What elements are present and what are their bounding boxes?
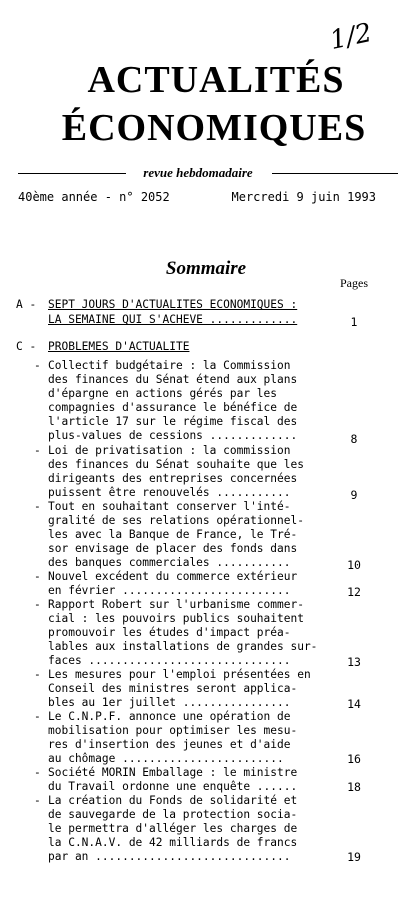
item-line: Les mesures pour l'emploi présentées en	[48, 668, 311, 681]
subtitle-rule-left	[18, 173, 126, 174]
item-line: lables aux installations de grandes sur-	[48, 640, 318, 653]
item-line: mobilisation pour optimiser les mesu-	[48, 724, 298, 737]
item-line: dirigeants des entreprises concernées	[48, 472, 298, 485]
list-bullet: -	[34, 570, 41, 583]
list-bullet: -	[34, 359, 41, 372]
item-line: faces ..............................	[48, 654, 291, 667]
item-line: Nouvel excédent du commerce extérieur	[48, 570, 298, 583]
item-line: des finances du Sénat étend aux plans	[48, 373, 298, 386]
list-bullet: -	[34, 766, 41, 779]
sommaire-heading: Sommaire	[165, 258, 247, 279]
section-marker: A -	[16, 298, 37, 311]
issue-number: 40ème année - n° 2052	[18, 190, 170, 204]
item-line: l'article 17 sur le régime fiscal des	[48, 415, 298, 428]
issue-date: Mercredi 9 juin 1993	[231, 190, 376, 204]
list-bullet: -	[34, 598, 41, 611]
handwritten-page-mark: 1/2	[327, 17, 375, 57]
item-line: bles au 1er juillet ................	[48, 696, 291, 709]
subtitle-row	[18, 165, 398, 181]
item-line: Société MORIN Emballage : le ministre	[48, 766, 298, 779]
item-line: du Travail ordonne une enquête ......	[48, 780, 298, 793]
subtitle: revue hebdomadaire	[143, 165, 253, 180]
item-line: d'épargne en actions gérés par les	[48, 387, 278, 400]
page-number: 12	[347, 585, 361, 599]
page-number: 1	[350, 315, 358, 329]
item-line: en février .........................	[48, 584, 291, 597]
list-bullet: -	[34, 444, 41, 457]
page-number: 18	[347, 780, 361, 794]
item-line: res d'insertion des jeunes et d'aide	[48, 738, 291, 751]
page-number: 9	[350, 488, 358, 502]
item-line: Le C.N.P.F. annonce une opération de	[48, 710, 291, 723]
pages-column-heading: Pages	[340, 276, 368, 290]
masthead-line1: ACTUALITÉS	[87, 59, 345, 101]
page-number: 13	[347, 655, 361, 669]
page-number: 10	[347, 558, 361, 572]
page-number: 14	[347, 697, 361, 711]
subtitle-rule-right	[272, 173, 398, 174]
item-line: Rapport Robert sur l'urbanisme commer-	[48, 598, 304, 611]
item-line: cial : les pouvoirs publics souhaitent	[48, 612, 304, 625]
list-bullet: -	[34, 794, 41, 807]
section-title-line: LA SEMAINE QUI S'ACHEVE .............	[48, 313, 298, 326]
item-line: plus-values de cessions .............	[48, 429, 298, 442]
page-number: 16	[347, 752, 361, 766]
item-line: promouvoir les études d'impact préa-	[48, 626, 291, 639]
item-line: des finances du Sénat souhaite que les	[48, 458, 304, 471]
item-line: compagnies d'assurance le bénéfice de	[48, 401, 298, 414]
section-marker: C -	[16, 340, 37, 353]
item-line: les avec la Banque de France, le Tré-	[48, 528, 298, 541]
list-bullet: -	[34, 668, 41, 681]
page-number: 8	[350, 432, 358, 446]
item-line: Tout en souhaitant conserver l'inté-	[48, 500, 291, 513]
list-bullet: -	[34, 500, 41, 513]
item-line: Loi de privatisation : la commission	[48, 444, 291, 457]
page-number: 19	[347, 850, 361, 864]
item-line: des banques commerciales ...........	[48, 556, 291, 569]
item-line: sor envisage de placer des fonds dans	[48, 542, 298, 555]
item-line: Conseil des ministres seront applica-	[48, 682, 298, 695]
item-line: au chômage ........................	[48, 752, 284, 765]
item-line: gralité de ses relations opérationnel-	[48, 514, 304, 527]
item-line: puissent être renouvelés ...........	[48, 486, 291, 499]
item-line: La création du Fonds de solidarité et	[48, 794, 298, 807]
item-line: le permettra d'alléger les charges de	[48, 822, 298, 835]
item-line: par an .............................	[48, 850, 291, 863]
section-title-line: PROBLEMES D'ACTUALITE	[48, 340, 190, 353]
item-line: la C.N.A.V. de 42 milliards de francs	[48, 836, 298, 849]
list-bullet: -	[34, 710, 41, 723]
section-title-line: SEPT JOURS D'ACTUALITES ECONOMIQUES :	[48, 298, 298, 311]
masthead-line2: ÉCONOMIQUES	[61, 107, 367, 149]
item-line: de sauvegarde de la protection socia-	[48, 808, 298, 821]
item-line: Collectif budgétaire : la Commission	[48, 359, 291, 372]
